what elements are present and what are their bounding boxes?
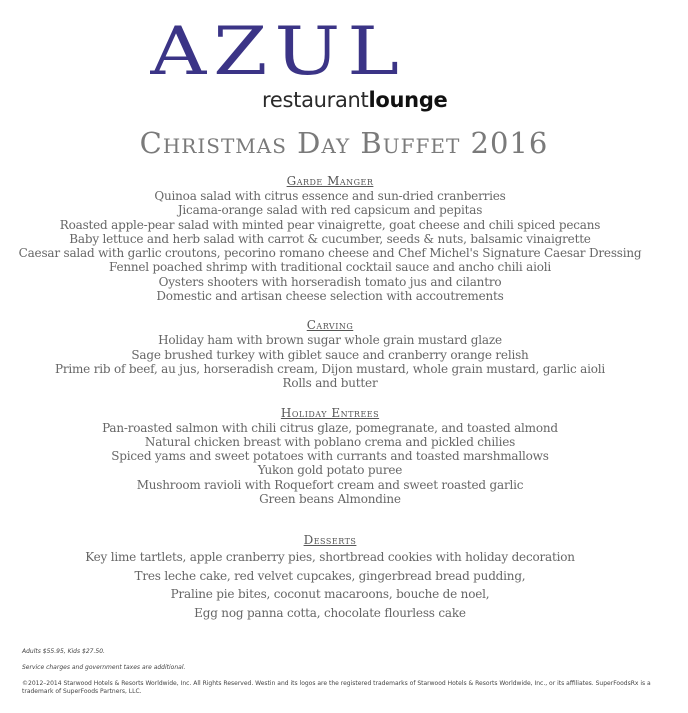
- logo-sub-light: restaurant: [262, 88, 369, 112]
- menu-item: Quinoa salad with citrus essence and sun-dried cranberries: [154, 189, 506, 203]
- section-garde-manger: [0, 174, 660, 303]
- section-heading: Carving: [306, 318, 354, 333]
- section-desserts: [0, 533, 660, 622]
- section-carving: [0, 318, 660, 390]
- copyright-note: ©2012–2014 Starwood Hotels & Resorts Worldwide, Inc. All Rights Reserved. Westin and its logos are the registered trademarks of Starwood Hotels & Resorts Worldwide, Inc., or its affiliates. SuperFoodsRx is a trademark of SuperFoods Partners, LLC.: [22, 680, 651, 695]
- menu-item: Yukon gold potato puree: [257, 463, 403, 478]
- menu-item: Baby lettuce and herb salad with carrot & cucumber, seeds & nuts, balsamic vinaigrette: [69, 231, 591, 246]
- footer: [22, 648, 662, 705]
- logo-sub-bold: lounge: [368, 88, 448, 112]
- section-holiday-entrees: [0, 406, 660, 507]
- menu-item: Holiday ham with brown sugar whole grain mustard glaze: [158, 333, 502, 348]
- menu-item: Fennel poached shrimp with traditional cocktail sauce and ancho chili aioli: [108, 260, 552, 275]
- tax-note: Service charges and government taxes are additional.: [22, 664, 186, 671]
- menu-item: Pan-roasted salmon with chili citrus glaze, pomegranate, and toasted almond: [102, 420, 558, 435]
- section-heading: Desserts: [303, 533, 357, 548]
- menu-item: Egg nog panna cotta, chocolate flourless cake: [194, 605, 466, 620]
- section-heading: Garde Manger: [286, 174, 374, 188]
- section-heading: Holiday Entrees: [280, 405, 380, 420]
- menu-item: Rolls and butter: [282, 376, 378, 391]
- price-note: Adults $55.95, Kids $27.50.: [22, 648, 105, 655]
- menu-item: Caesar salad with garlic croutons, pecorino romano cheese and Chef Michel's Signature Caesar Dressing: [18, 246, 642, 261]
- menu-item: Oysters shooters with horseradish tomato jus and cilantro: [158, 274, 502, 289]
- menu-item: Natural chicken breast with poblano crema and pickled chilies: [144, 434, 516, 449]
- menu-item: Mushroom ravioli with Roquefort cream and sweet roasted garlic: [136, 477, 524, 492]
- menu: [0, 174, 660, 622]
- menu-item: Roasted apple-pear salad with minted pear vinaigrette, goat cheese and chili spiced pecans: [59, 217, 601, 232]
- menu-item: Key lime tartlets, apple cranberry pies, shortbread cookies with holiday decoration: [85, 550, 575, 565]
- azul-wordmark: [150, 14, 420, 92]
- menu-item: Prime rib of beef, au jus, horseradish cream, Dijon mustard, whole grain mustard, garlic aioli: [54, 361, 606, 376]
- page-title: Christmas Day Buffet 2016: [139, 126, 549, 160]
- menu-item: Praline pie bites, coconut macaroons, bouche de noel,: [170, 587, 490, 602]
- menu-item: Spiced yams and sweet potatoes with currants and toasted marshmallows: [111, 449, 549, 464]
- menu-item: Green beans Almondine: [259, 492, 401, 507]
- logo-subtitle: [262, 88, 448, 112]
- menu-item: Domestic and artisan cheese selection with accoutrements: [156, 289, 504, 304]
- restaurant-logo: [0, 14, 688, 114]
- menu-item: Jicama-orange salad with red capsicum and pepitas: [177, 203, 483, 218]
- menu-item: Tres leche cake, red velvet cupcakes, gingerbread bread pudding,: [134, 568, 526, 583]
- menu-item: Sage brushed turkey with giblet sauce and cranberry orange relish: [131, 347, 529, 362]
- logo-main-text: AZUL: [150, 14, 407, 91]
